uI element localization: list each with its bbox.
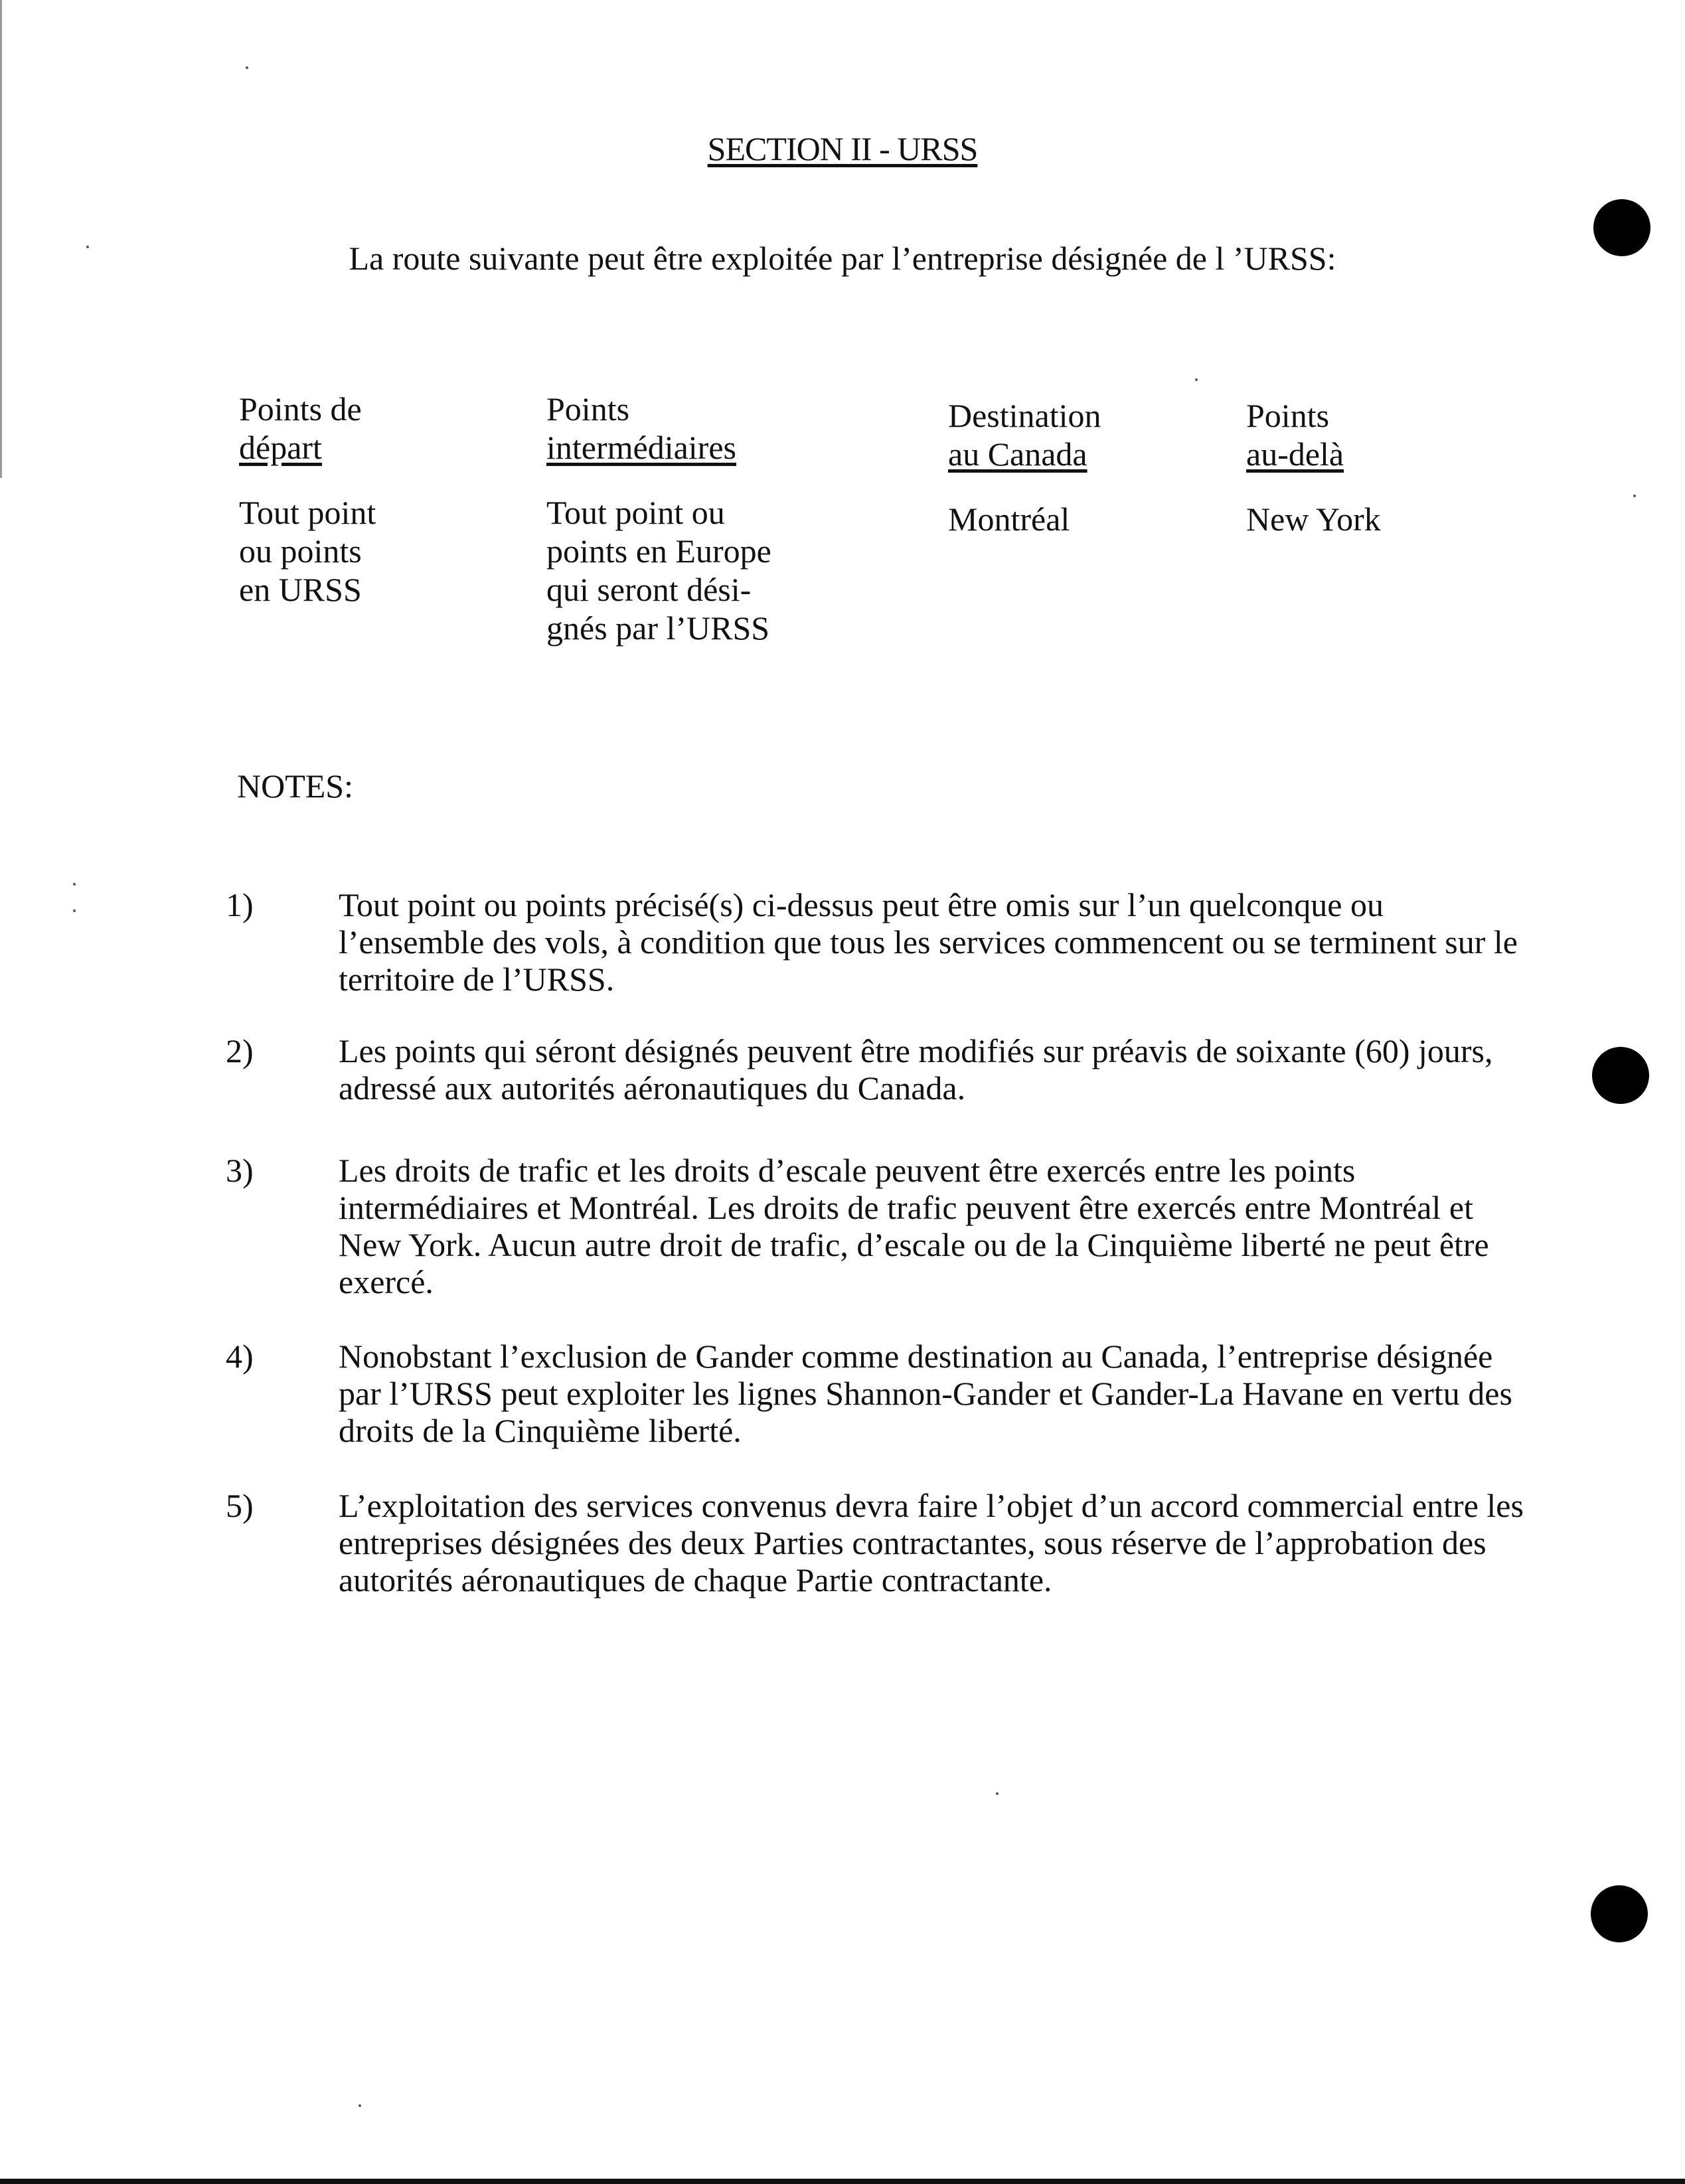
note-item [226, 886, 1527, 998]
note-item [226, 1032, 1527, 1107]
column-header-line1: Points de [239, 390, 362, 428]
note-text: L’exploitation des services convenus devra faire l’objet d’un accord commercial entre les entreprises désignées des deux Parties contractantes, sous réserve de l’approbation des autorités aéronautiques de chaque Partie contractante. [339, 1487, 1524, 1599]
notes-heading: NOTES: [237, 767, 353, 805]
note-number: 1) [226, 886, 254, 923]
column-value: Tout point ou points en URSS [239, 494, 376, 608]
column-header-line1: Points [1246, 397, 1330, 434]
note-text: Les droits de trafic et les droits d’escale peuvent être exercés entre les points intermédiaires et Montréal. Les droits de trafic peuvent être exercés entre Montréal et New York. Aucun autre droit de trafic, d’escale ou de la Cinquième liberté ne peut être exercé. [339, 1152, 1489, 1300]
route-column-beyond [1246, 396, 1381, 538]
route-column-destination [948, 396, 1101, 538]
column-header-line2: au Canada [948, 435, 1087, 473]
punch-hole [1593, 199, 1650, 256]
route-column-departure [239, 390, 376, 609]
punch-hole [1591, 1885, 1648, 1942]
scan-speck [1633, 495, 1636, 497]
column-value: Tout point ou points en Europe qui seront dési- gnés par l’URSS [546, 494, 771, 647]
column-value: Montréal [948, 501, 1070, 538]
scan-speck [1195, 378, 1198, 381]
route-column-intermediate [546, 390, 771, 647]
scan-speck [359, 2104, 361, 2107]
column-header-line2: au-delà [1246, 435, 1344, 473]
scan-speck [73, 909, 76, 912]
column-value: New York [1246, 501, 1381, 538]
scan-speck [996, 1792, 999, 1795]
note-item [226, 1338, 1527, 1449]
scan-speck [73, 883, 76, 886]
note-number: 2) [226, 1032, 254, 1069]
column-header-line2: intermédiaires [546, 429, 736, 466]
note-item [226, 1152, 1527, 1300]
note-number: 4) [226, 1338, 254, 1375]
intro-sentence: La route suivante peut être exploitée par l’entreprise désignée de l ’URSS: [349, 240, 1336, 277]
scan-speck [86, 246, 89, 248]
note-text: Les points qui séront désignés peuvent être modifiés sur préavis de soixante (60) jours, adressé aux autorités aéronautiques du Canada. [339, 1032, 1493, 1107]
note-number: 5) [226, 1487, 254, 1524]
section-title: SECTION II - URSS [707, 130, 978, 167]
scan-speck [246, 66, 248, 69]
column-header-line1: Destination [948, 397, 1101, 434]
column-header-line2: départ [239, 429, 322, 466]
note-text: Tout point ou points précisé(s) ci-dessus peut être omis sur l’un quelconque ou l’ensemble des vols, à condition que tous les services commencent ou se terminent sur le territoire de l’URSS. [339, 886, 1518, 998]
punch-hole [1592, 1047, 1649, 1104]
scan-edge-bottom [0, 2179, 1685, 2184]
note-item [226, 1487, 1527, 1599]
column-header-line1: Points [546, 390, 630, 428]
note-text: Nonobstant l’exclusion de Gander comme destination au Canada, l’entreprise désignée par l’URSS peut exploiter les lignes Shannon-Gander et Gander-La Havane en vertu des droits de la Cinquième liberté. [339, 1338, 1512, 1449]
note-number: 3) [226, 1152, 254, 1189]
